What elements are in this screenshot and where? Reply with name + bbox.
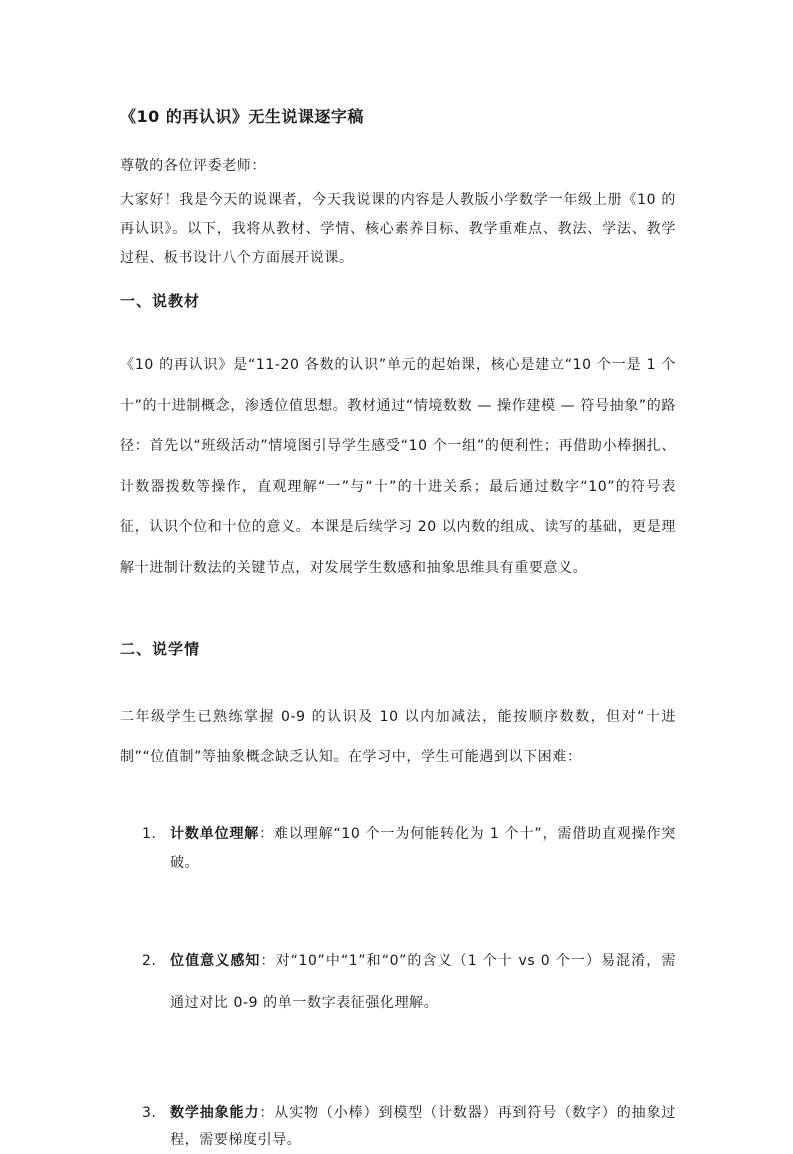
list-item-label: 数学抽象能力: [170, 1105, 260, 1121]
list-item-text: ：从实物（小棒）到模型（计数器）再到符号（数字）的抽象过程，需要梯度引导。: [170, 1105, 676, 1148]
list-item-number: 2.: [142, 953, 157, 969]
list-item-text: ：对“10”中“1”和“0”的含义（1 个十 vs 0 个一）易混淆，需通过对比 0-9 的单一数字表征强化理解。: [170, 953, 676, 1011]
list-item: [142, 820, 676, 878]
intro-paragraph: 大家好！我是今天的说课者，今天我说课的内容是人教版小学数学一年级上册《10 的再认识》。以下，我将从教材、学情、核心素养目标、教学重难点、教法、学法、教学过程、板书设计八个方面展开说课。: [120, 192, 676, 266]
list-item: [142, 940, 676, 1024]
list-item-number: 1.: [142, 826, 157, 842]
list-item-text: ：难以理解“10 个一为何能转化为 1 个十”，需借助直观操作突破。: [170, 826, 676, 871]
section-heading-students: 二、说学情: [120, 640, 201, 658]
list-item-label: 计数单位理解: [170, 826, 260, 842]
document-title: 《10 的再认识》无生说课逐字稿: [120, 107, 364, 126]
greeting: 尊敬的各位评委老师：: [120, 158, 266, 174]
section-body-students: 二年级学生已熟练掌握 0-9 的认识及 10 以内加减法，能按顺序数数，但对“十进制”“位值制”等抽象概念缺乏认知。在学习中，学生可能遇到以下困难：: [120, 709, 676, 765]
list-item-label: 位值意义感知: [170, 953, 261, 969]
list-item-number: 3.: [142, 1105, 157, 1121]
section-heading-textbook: 一、说教材: [120, 292, 201, 310]
list-item: [142, 1100, 676, 1154]
section-body-textbook: 《10 的再认识》是“11-20 各数的认识”单元的起始课，核心是建立“10 个一是 1 个十”的十进制概念，渗透位值思想。教材通过“情境数数 — 操作建模 — 符号抽象”的路径：首先以“班级活动”情境图引导学生感受“10 个一组”的便利性；再借助小棒捆扎、计数器拨数等操作，直观理解“一”与“十”的十进关系；最后通过数字“10”的符号表征，认识个位和十位的意义。本课是后续学习 20 以内数的组成、读写的基础，更是理解十进制计数法的关键节点，对发展学生数感和抽象思维具有重要意义。: [120, 357, 676, 576]
